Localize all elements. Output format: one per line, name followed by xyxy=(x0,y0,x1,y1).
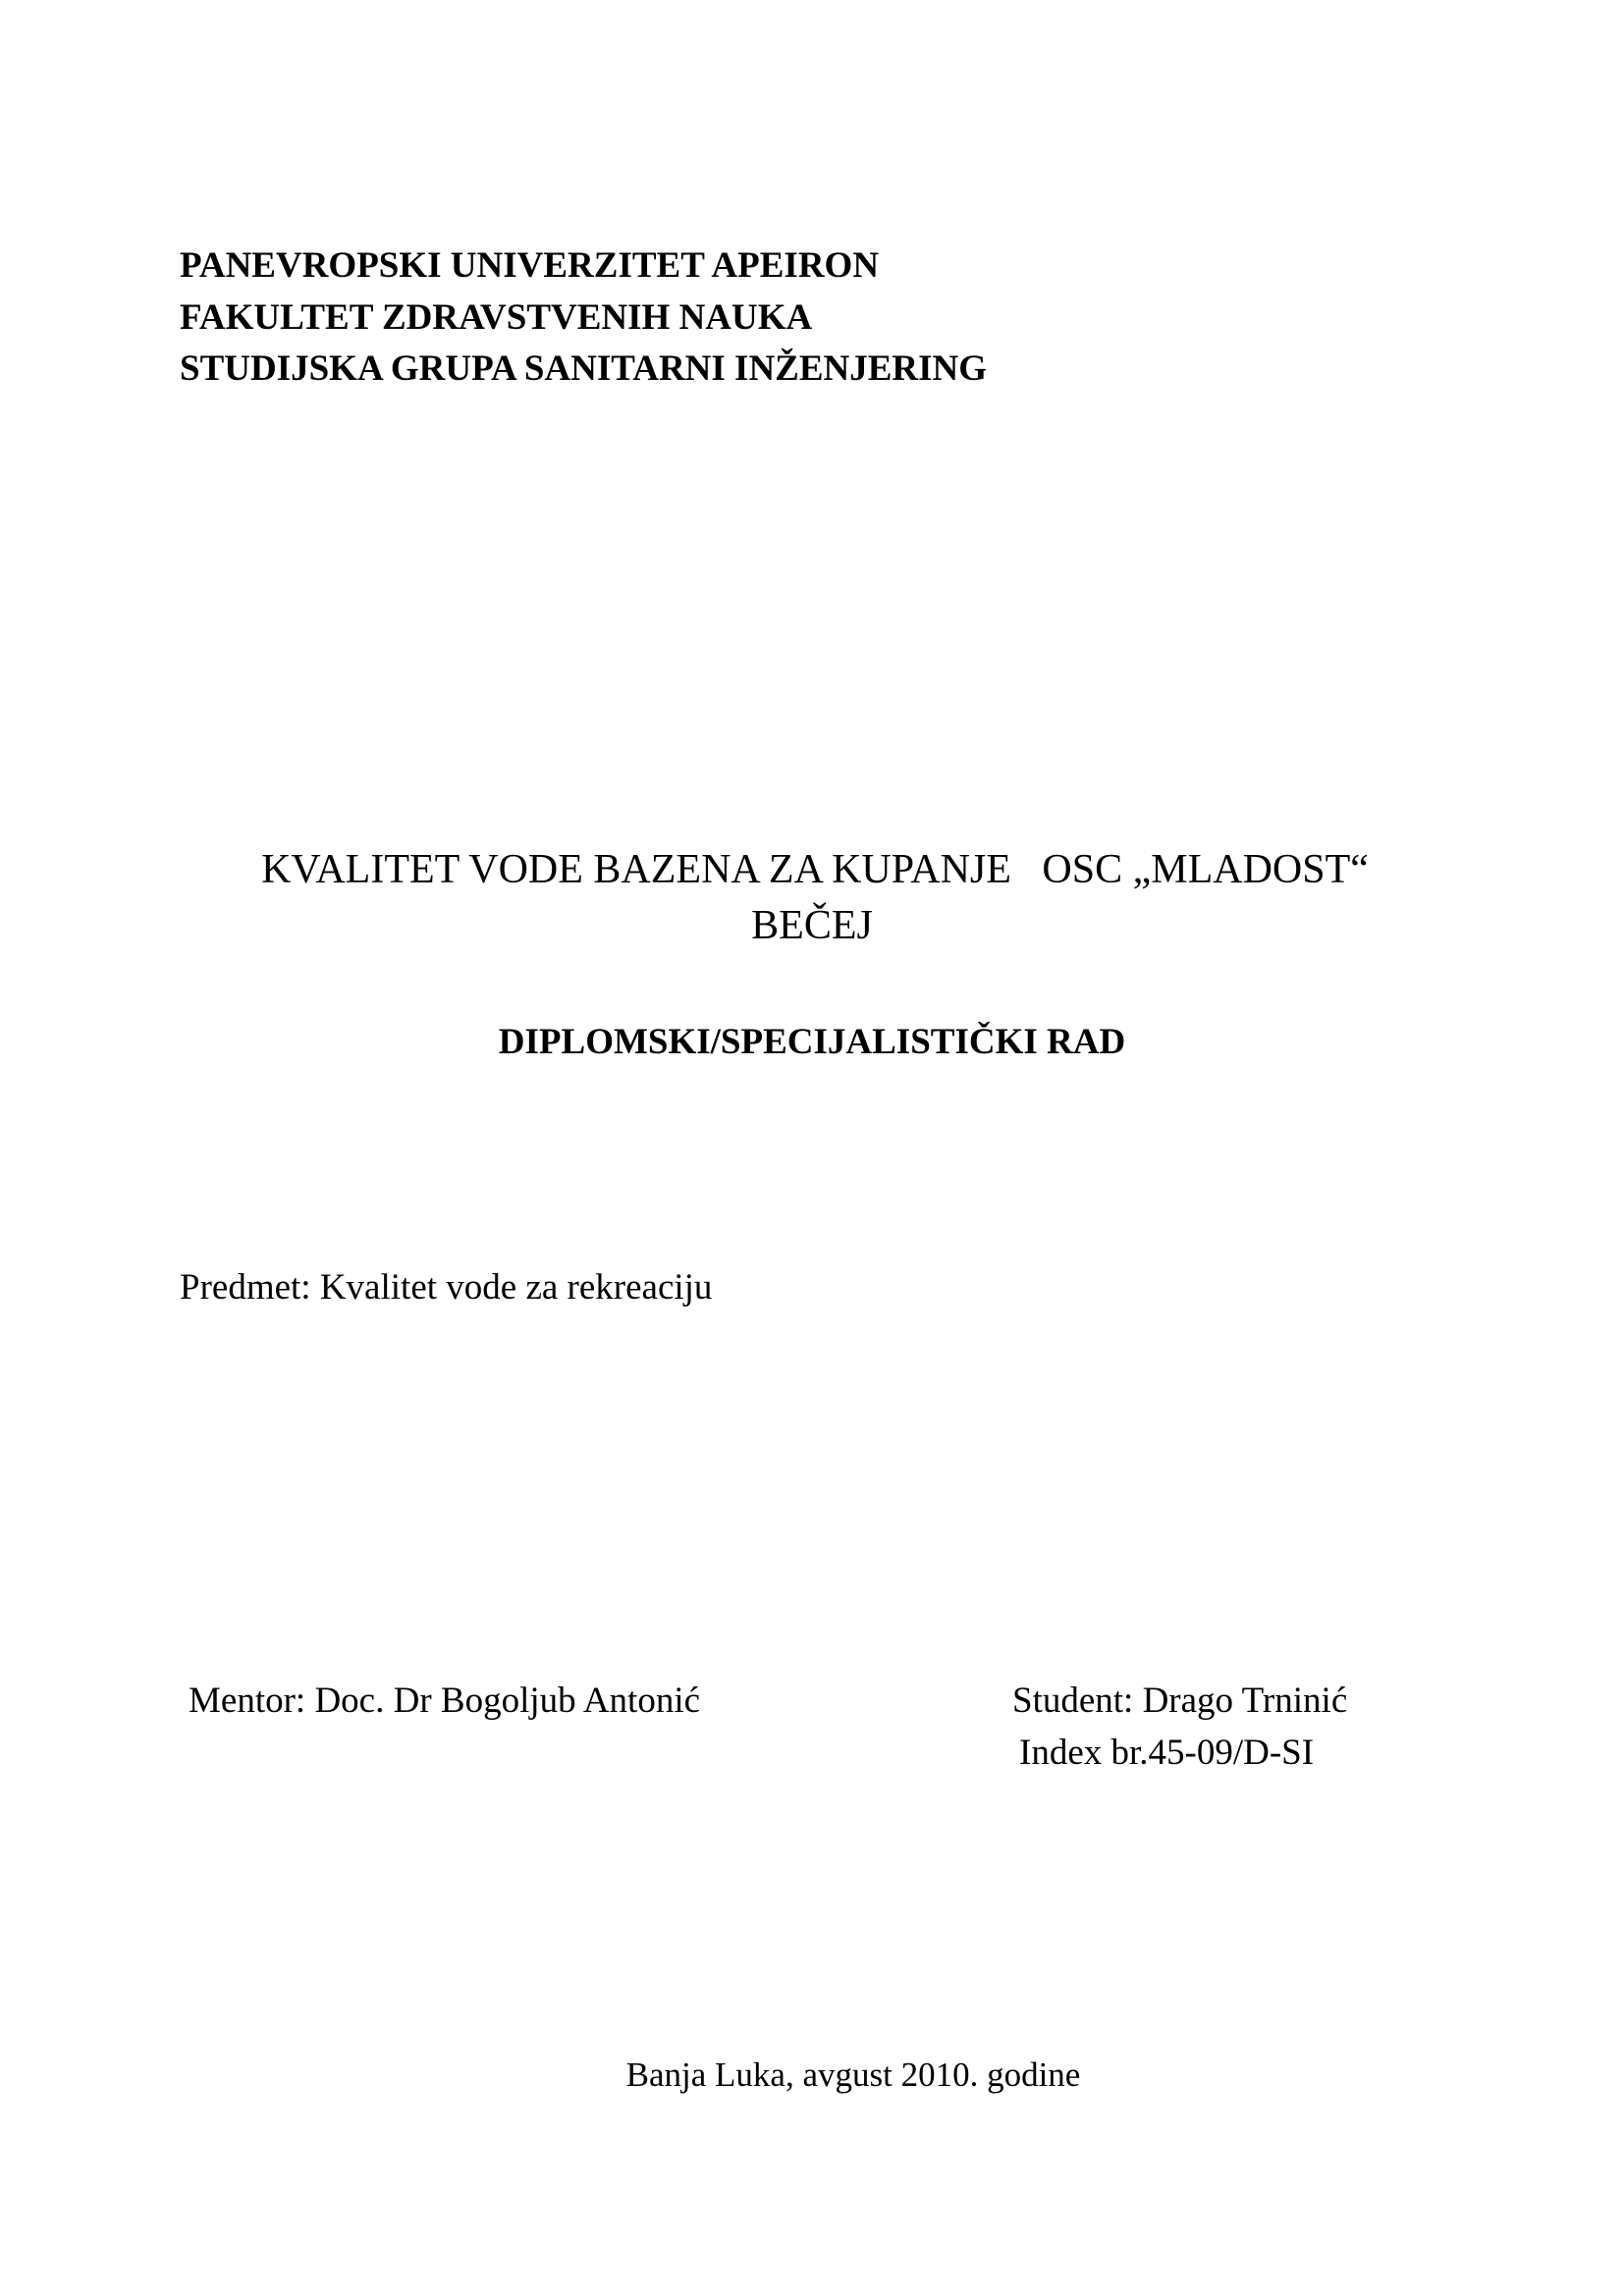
subject-line: Predmet: Kvalitet vode za rekreaciju xyxy=(180,1267,713,1308)
mentor-line: Mentor: Doc. Dr Bogoljub Antonić xyxy=(189,1681,701,1721)
faculty-name: FAKULTET ZDRAVSTVENIH NAUKA xyxy=(180,297,813,338)
student-name: Student: Drago Trninić xyxy=(1012,1681,1348,1721)
thesis-title-line-2: BEČEJ xyxy=(751,903,873,948)
place-date-line: Banja Luka, avgust 2010. godine xyxy=(625,2056,1081,2094)
university-name: PANEVROPSKI UNIVERZITET APEIRON xyxy=(180,245,880,286)
thesis-type: DIPLOMSKI/SPECIJALISTIČKI RAD xyxy=(498,1022,1126,1062)
student-index: Index br.45-09/D-SI xyxy=(1019,1733,1315,1773)
thesis-title-line-1: KVALITET VODE BAZENA ZA KUPANJE OSC „MLADOST“ xyxy=(261,847,1369,892)
study-group-name: STUDIJSKA GRUPA SANITARNI INŽENJERING xyxy=(180,348,988,389)
